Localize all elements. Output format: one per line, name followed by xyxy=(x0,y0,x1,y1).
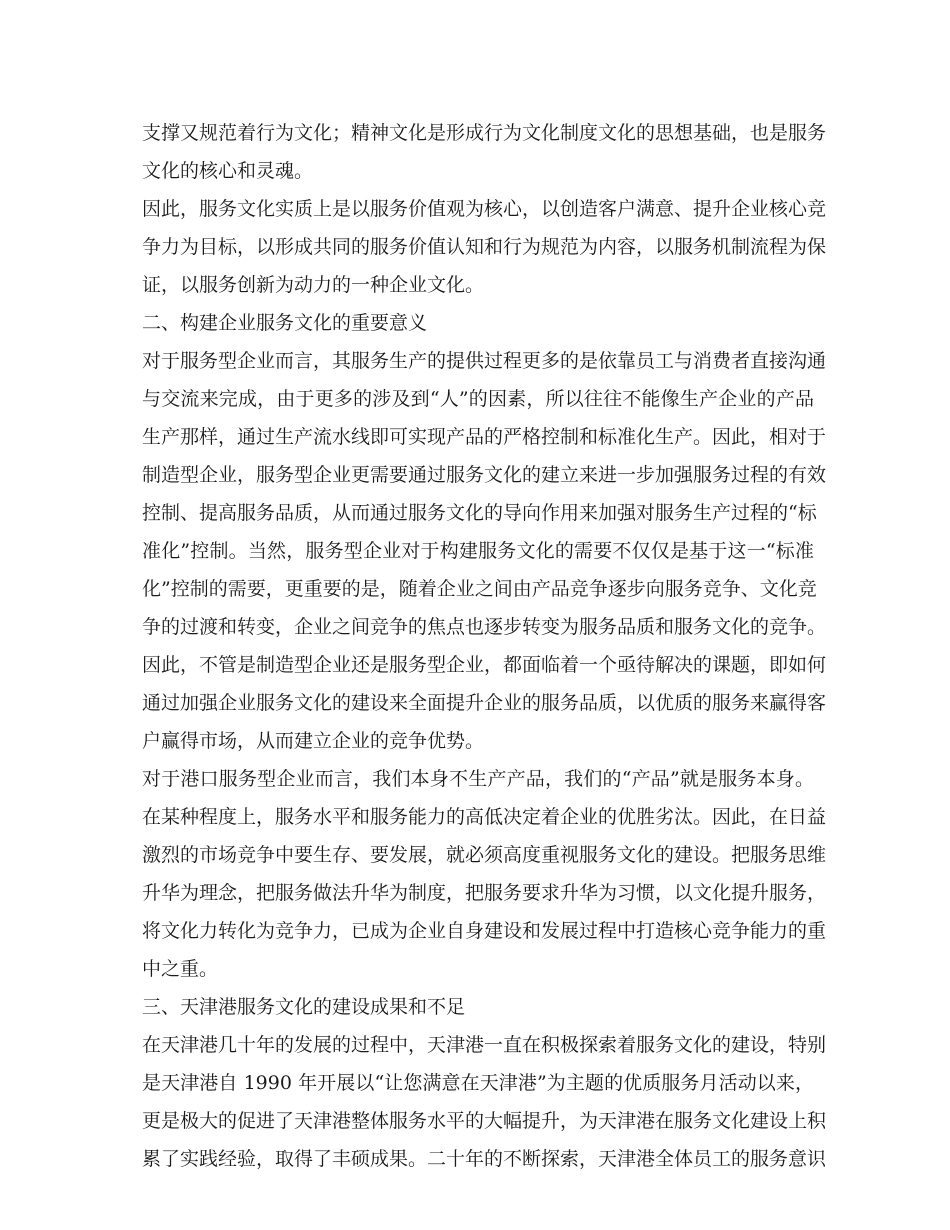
text-line: 争力为目标，以形成共同的服务价值认知和行为规范为内容，以服务机制流程为保 xyxy=(142,236,827,258)
text-line: 更是极大的促进了天津港整体服务水平的大幅提升，为天津港在服务文化建设上积 xyxy=(142,1110,827,1132)
text-line: 因此，不管是制造型企业还是服务型企业，都面临着一个亟待解决的课题，即如何 xyxy=(142,654,827,676)
text-line: 控制、提高服务品质，从而通过服务文化的导向作用来加强对服务生产过程的“标 xyxy=(142,502,817,524)
text-line: 对于港口服务型企业而言，我们本身不生产产品，我们的“产品”就是服务本身。 xyxy=(142,768,814,790)
text-line: 化”控制的需要，更重要的是，随着企业之间由产品竞争逐步向服务竞争、文化竞 xyxy=(142,578,817,600)
text-line: 争的过渡和转变，企业之间竞争的焦点也逐步转变为服务品质和服务文化的竞争。 xyxy=(142,616,827,638)
text-line: 户赢得市场，从而建立企业的竞争优势。 xyxy=(142,730,485,752)
text-line: 制造型企业，服务型企业更需要通过服务文化的建立来进一步加强服务过程的有效 xyxy=(142,464,827,486)
text-line: 二、构建企业服务文化的重要意义 xyxy=(142,312,428,334)
text-line: 因此，服务文化实质上是以服务价值观为核心，以创造客户满意、提升企业核心竞 xyxy=(142,198,827,220)
text-line: 三、天津港服务文化的建设成果和不足 xyxy=(142,996,466,1018)
text-line: 支撑又规范着行为文化；精神文化是形成行为文化制度文化的思想基础，也是服务 xyxy=(142,122,827,144)
text-line: 激烈的市场竞争中要生存、要发展，就必须高度重视服务文化的建设。把服务思维 xyxy=(142,844,827,866)
text-line: 与交流来完成，由于更多的涉及到“人”的因素，所以往往不能像生产企业的产品 xyxy=(142,388,814,410)
text-line: 准化”控制。当然，服务型企业对于构建服务文化的需要不仅仅是基于这一“标准 xyxy=(142,540,814,562)
text-line: 文化的核心和灵魂。 xyxy=(142,160,314,182)
document-body xyxy=(142,114,827,1178)
text-line: 通过加强企业服务文化的建设来全面提升企业的服务品质，以优质的服务来赢得客 xyxy=(142,692,827,714)
text-line: 在某种程度上，服务水平和服务能力的高低决定着企业的优胜劣汰。因此，在日益 xyxy=(142,806,827,828)
text-line: 将文化力转化为竞争力，已成为企业自身建设和发展过程中打造核心竞争能力的重 xyxy=(142,920,827,942)
text-line: 中之重。 xyxy=(142,958,219,980)
text-line: 在天津港几十年的发展的过程中，天津港一直在积极探索着服务文化的建设，特别 xyxy=(142,1034,827,1056)
text-line: 证，以服务创新为动力的一种企业文化。 xyxy=(142,274,485,296)
text-line: 对于服务型企业而言，其服务生产的提供过程更多的是依靠员工与消费者直接沟通 xyxy=(142,350,827,372)
text-line: 是天津港自 1990 年开展以“让您满意在天津港”为主题的优质服务月活动以来， xyxy=(142,1072,814,1094)
text-line: 累了实践经验，取得了丰硕成果。二十年的不断探索，天津港全体员工的服务意识 xyxy=(142,1148,827,1170)
text-line: 生产那样，通过生产流水线即可实现产品的严格控制和标准化生产。因此，相对于 xyxy=(142,426,827,448)
text-line: 升华为理念，把服务做法升华为制度，把服务要求升华为习惯，以文化提升服务， xyxy=(142,882,827,904)
